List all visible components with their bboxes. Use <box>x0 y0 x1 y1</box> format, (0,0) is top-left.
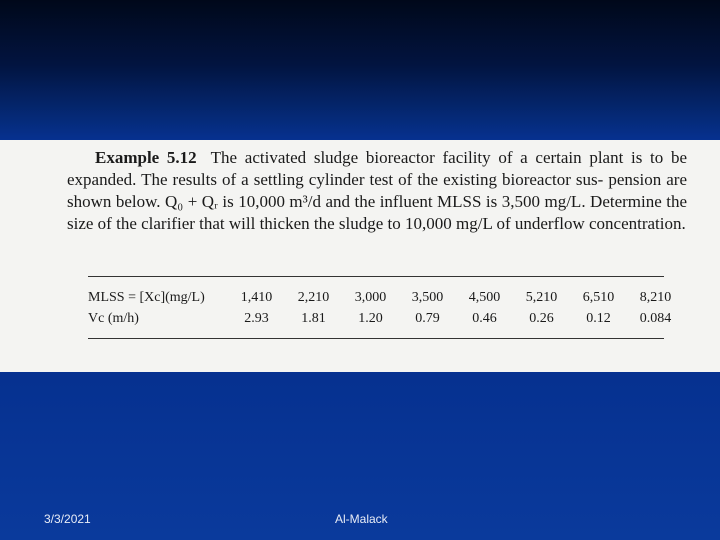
mlss-cell: 3,000 <box>354 289 387 305</box>
velocity-cell: 0.26 <box>529 310 554 326</box>
row-header-mlss: MLSS = [Xc](mg/L) <box>88 289 205 305</box>
example-line-1: The activated sludge bioreactor facility of a certain plant is to <box>210 148 664 167</box>
example-line-4: mg/L. Determine the size of the clarifier that will thicken the sludge to 10,000 mg/L <box>67 192 688 233</box>
velocity-cell: 0.46 <box>472 310 497 326</box>
slide-author: Al-Malack <box>335 512 388 526</box>
mlss-cell: 3,500 <box>411 289 444 305</box>
example-line-2: be expanded. The results of a settling cylinder test of the existing bioreactor sus- <box>67 148 687 189</box>
table-top-rule <box>88 276 664 277</box>
velocity-cell: 0.12 <box>586 310 611 326</box>
velocity-cell: 0.084 <box>639 310 672 326</box>
table-row-mlss <box>88 287 684 308</box>
velocity-cell: 0.79 <box>415 310 440 326</box>
velocity-cell: 2.93 <box>244 310 269 326</box>
example-label: Example 5.12 <box>95 148 197 167</box>
mlss-cell: 8,210 <box>639 289 672 305</box>
table-bottom-rule <box>88 338 664 339</box>
velocity-cell: 1.20 <box>358 310 383 326</box>
example-problem-text <box>67 147 687 235</box>
mlss-cell: 2,210 <box>297 289 330 305</box>
mlss-cell: 5,210 <box>525 289 558 305</box>
mlss-cell: 6,510 <box>582 289 615 305</box>
velocity-cell: 1.81 <box>301 310 326 326</box>
row-header-velocity: Vc (m/h) <box>88 310 139 326</box>
mlss-cell: 1,410 <box>240 289 273 305</box>
example-line-3: pension are shown below. Q₀ + Qᵣ is 10,000 m³/d and the influent MLSS is 3,500 <box>67 170 688 211</box>
table-row-velocity <box>88 308 684 329</box>
settling-test-table <box>88 287 684 329</box>
slide-date: 3/3/2021 <box>44 512 91 526</box>
mlss-cell: 4,500 <box>468 289 501 305</box>
example-line-5: of underflow concentration. <box>496 214 686 233</box>
